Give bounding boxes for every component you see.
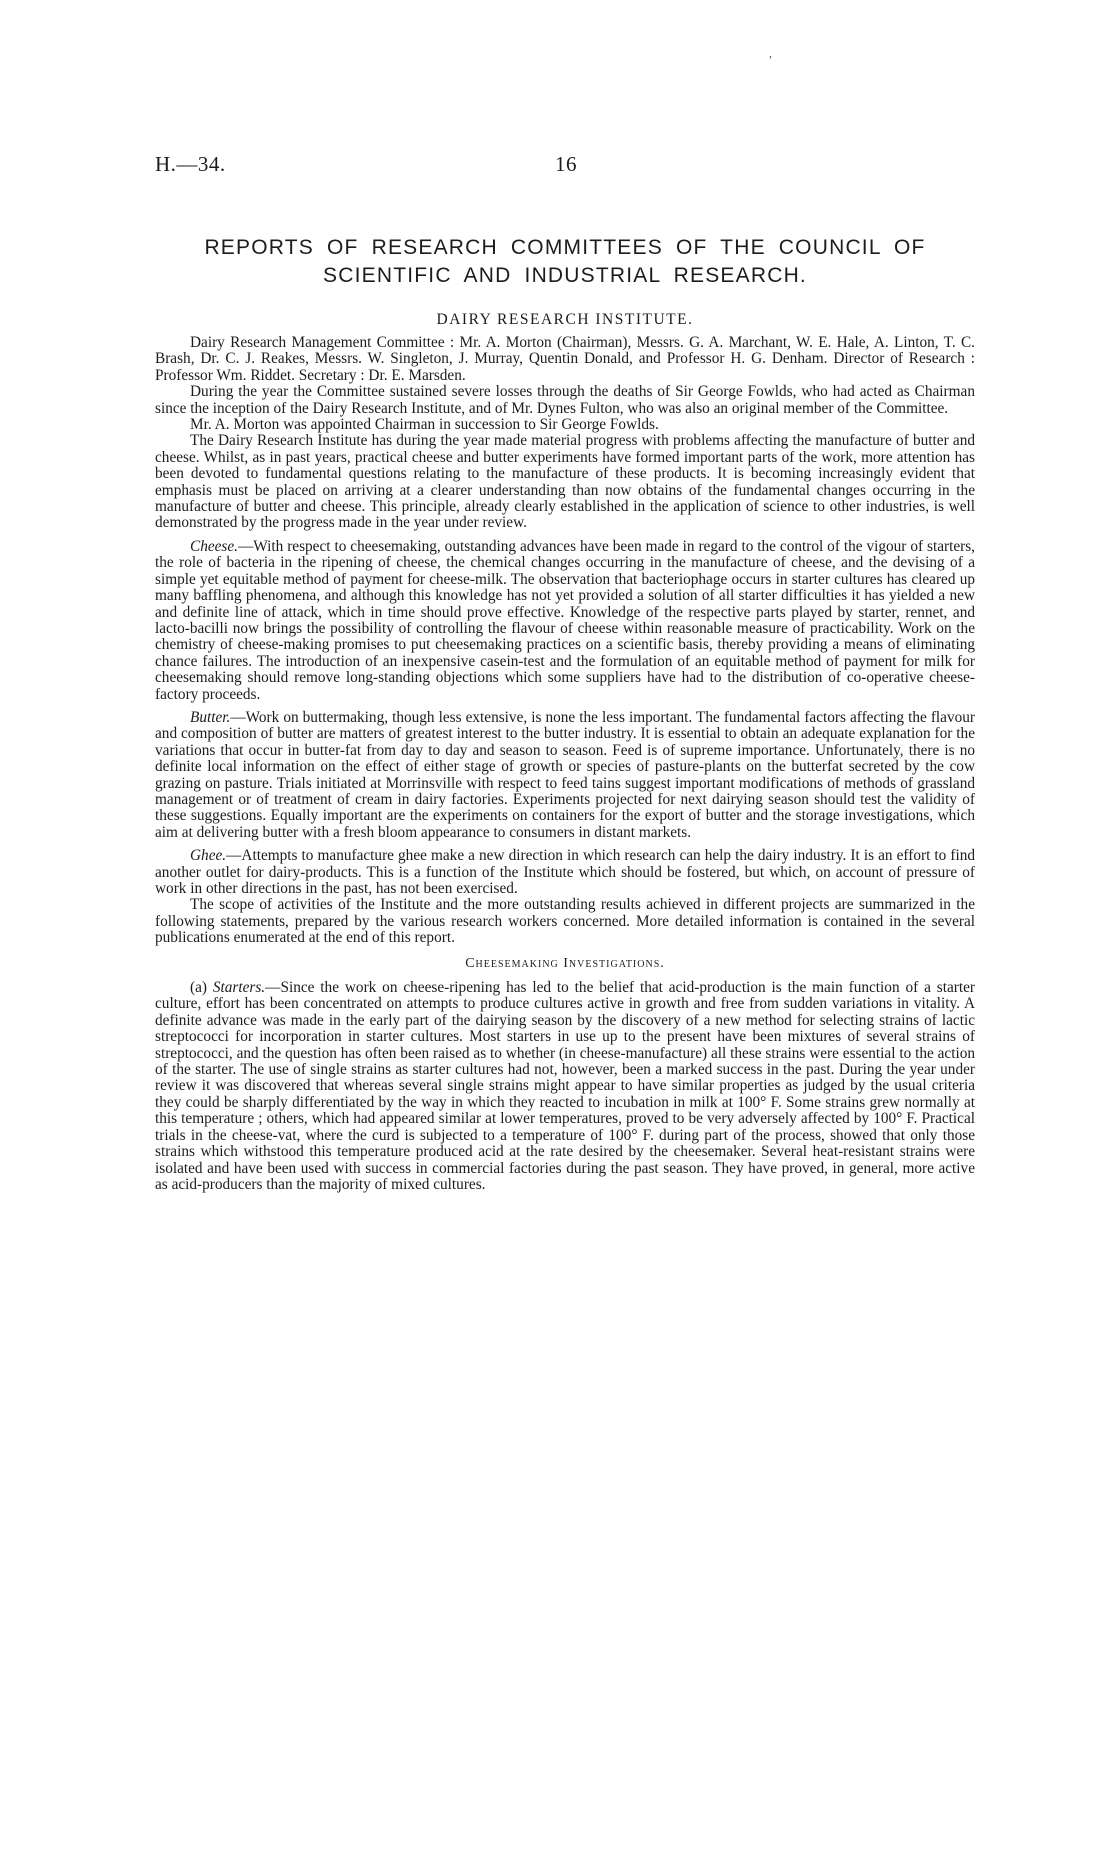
document-body [155,335,975,1193]
starters-paragraph [155,980,975,1193]
margin-mark: , [769,46,772,60]
starters-label: Starters. [212,979,266,997]
starters-text: —Since the work on cheese-ripening has led to the belief that acid-production is the main function of a starter culture, effort has been concentrated on attempts to produce cultures active in growth and free from sudden variations in vitality. A definite advance was made in the early part of the dairying season by the discovery of a new method for selecting strains of lactic streptococci for incorporation in starter cultures. Most starters in use up to the present have been mixtures of several strains of streptococci, and the question has often been raised as to whether (in cheese-manufacture) all these strains were essential to the action of the starter. The use of single strains as starter cultures had not, however, been a marked success in the past. During the year under review it was discovered that whereas several single strains might appear to have similar properties as judged by the usual criteria they could be sharply differentiated by the way in which they reacted to incubation in milk at 100° F. Some strains grew normally at this temperature ; others, which had appeared similar at lower temperatures, proved to be very adversely affected by 100° F. Practical trials in the cheese-vat, where the curd is subjected to a temperature of 100° F. during part of the process, showed that only those strains which withstood this temperature produced acid at the rate desired by the cheesemaker. Several heat-resistant strains were isolated and have been used with success in commercial factories during the past season. They have proved, in general, more active as acid-producers than the majority of mixed cultures. [155,979,975,1193]
cheese-label: Cheese. [190,537,238,555]
progress-paragraph: The Dairy Research Institute has during the year made material progress with problems affecting the manufacture of butter and cheese. Whilst, as in past years, practical cheese and butter experiments have formed important parts of the work, more attention has been devoted to fundamental questions relating to the manufacture of these products. It is becoming increasingly evident that emphasis must be placed on arriving at a clearer understanding than now obtains of the fundamental changes occurring in the manufacture of butter and cheese. This principle, already clearly established in the application of science to other industries, is well demonstrated by the progress made in the year under review. [155,432,975,532]
losses-paragraph: During the year the Committee sustained severe losses through the deaths of Sir George Fowlds, who had acted as Chairman since the inception of the Dairy Research Institute, and of Mr. Dynes Fulton, who was also an original member of the Committee. [155,383,975,417]
butter-paragraph [155,710,975,841]
ghee-text: —Attempts to manufacture ghee make a new direction in which research can help the dairy industry. It is an effort to find another outlet for dairy-products. This is a function of the Institute which should be fostered, but which, on account of pressure of work in other directions in the past, has not been exercised. [155,847,975,897]
cheese-paragraph [155,539,975,703]
report-title-line-1: REPORTS OF RESEARCH COMMITTEES OF THE COUNCIL OF [204,236,926,259]
document-reference: H.—34. [155,152,226,176]
cheese-text: —With respect to cheesemaking, outstanding advances have been made in regard to the control of the vigour of starters, the role of bacteria in the ripening of cheese, the chemical changes occurring in the manufacture of cheese, and the devising of a simple yet equitable method of payment for cheese-milk. The observation that bacteriophage occurs in starter cultures has cleared up many baffling phenomena, and although this knowledge has not yet provided a solution of all starter difficulties it has yielded a new and definite line of attack, which in time should prove effective. Knowledge of the respective parts played by starter, rennet, and lacto-bacilli now brings the possibility of controlling the flavour of cheese within reasonable measure of practicability. Work on the chemistry of cheese-making promises to put cheesemaking practices on a scientific basis, thereby providing a means of eliminating chance failures. The introduction of an inexpensive casein-test and the formulation of an equitable method of payment for milk for cheesemaking should remove long-standing objections which some suppliers have had to the distribution of co-operative cheese-factory proceeds. [155,537,975,703]
report-title [155,234,975,290]
butter-text: —Work on buttermaking, though less extensive, is none the less important. The fundamental factors affecting the flavour and composition of butter are matters of greatest interest to the butter industry. It is essential to obtain an adequate explanation for the variations that occur in butter-fat from day to day and season to season. Feed is of supreme importance. Unfortunately, there is no definite local information on the effect of either stage of growth or species of pasture-plants on the butterfat secreted by the cow grazing on pasture. Trials initiated at Morrinsville with respect to feed tains suggest important modifications of methods of grassland management or of treatment of cream in dairy factories. Experiments projected for next dairying season should test the validity of these suggestions. Equally important are the experiments on containers for the export of butter and the storage investigations, which aim at delivering butter with a fresh bloom appearance to consumers in distant markets. [155,708,975,841]
ghee-paragraph [155,848,975,897]
scope-paragraph: The scope of activities of the Institute and the more outstanding results achieved in different projects are summarized in the following statements, prepared by the various research workers concerned. More detailed information is contained in the several publications enumerated at the end of this report. [155,896,975,947]
cheesemaking-subheading: Cheesemaking Investigations. [465,955,665,971]
report-title-line-2: SCIENTIFIC AND INDUSTRIAL RESEARCH. [323,264,807,287]
committee-paragraph: Dairy Research Management Committee : Mr. A. Morton (Chairman), Messrs. G. A. Marchant, W. E. Hale, A. Linton, T. C. Brash, Dr. C. J. Reakes, Messrs. W. Singleton, J. Murray, Quentin Donald, and Professor H. G. Denham. Director of Research : Professor Wm. Riddet. Secretary : Dr. E. Marsden. [155,334,975,384]
ghee-label: Ghee. [190,847,227,865]
chairman-paragraph: Mr. A. Morton was appointed Chairman in succession to Sir George Fowlds. [190,416,659,434]
section-title: DAIRY RESEARCH INSTITUTE. [436,311,694,328]
butter-label: Butter. [190,708,231,726]
starters-prefix: (a) [190,979,213,997]
page-number: 16 [555,152,577,176]
